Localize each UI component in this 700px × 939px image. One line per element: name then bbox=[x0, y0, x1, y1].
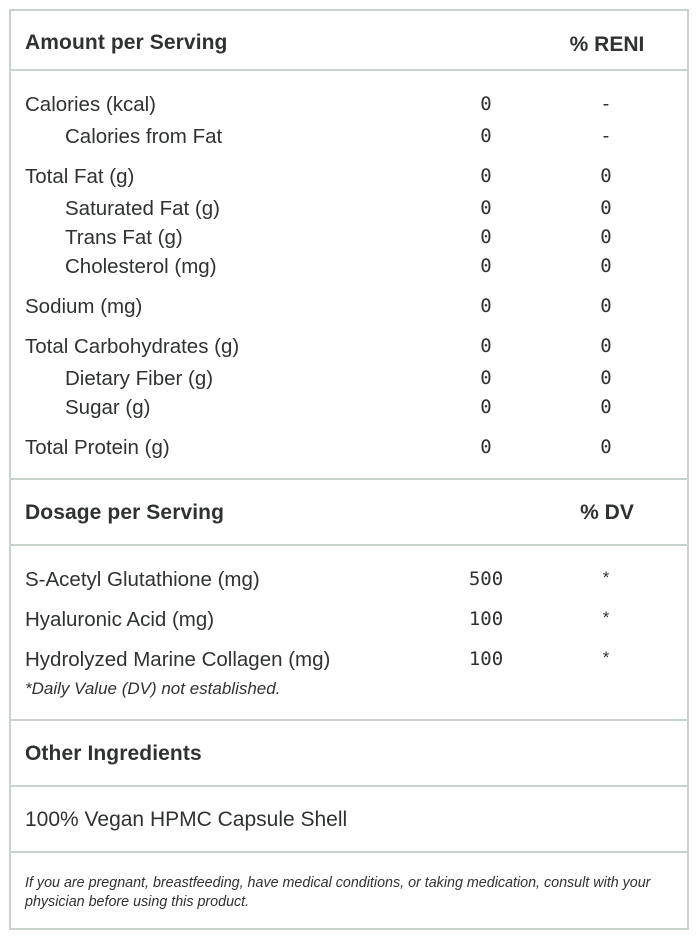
ingredient-name: S-Acetyl Glutathione (mg) bbox=[25, 568, 260, 591]
divider bbox=[11, 719, 687, 721]
ingredient-amount: 100 bbox=[468, 608, 504, 630]
divider bbox=[11, 851, 687, 853]
divider bbox=[11, 478, 687, 480]
ingredient-percent: * bbox=[602, 648, 610, 667]
ingredient-amount: 100 bbox=[468, 648, 504, 670]
nutrient-amount: 0 bbox=[480, 436, 492, 458]
nutrient-percent: 0 bbox=[600, 197, 612, 219]
nutrient-percent: 0 bbox=[600, 367, 612, 389]
nutrient-name: Dietary Fiber (g) bbox=[65, 367, 214, 390]
nutrient-row-total-protein bbox=[11, 436, 687, 462]
supplement-facts-panel bbox=[9, 9, 689, 930]
dosage-section-title: Dosage per Serving bbox=[25, 501, 225, 524]
nutrient-percent: - bbox=[600, 125, 612, 147]
ingredient-name: Hyaluronic Acid (mg) bbox=[25, 608, 215, 631]
nutrient-name: Total Fat (g) bbox=[25, 165, 135, 188]
nutrient-amount: 0 bbox=[480, 255, 492, 277]
nutrient-row-calories bbox=[11, 93, 687, 119]
ingredient-row-marine-collagen bbox=[11, 648, 687, 674]
nutrient-name: Trans Fat (g) bbox=[65, 226, 183, 249]
nutrient-amount: 0 bbox=[480, 226, 492, 248]
nutrient-amount: 0 bbox=[480, 295, 492, 317]
ingredient-percent: * bbox=[602, 608, 610, 627]
nutrient-row-sugar bbox=[11, 396, 687, 422]
nutrient-row-dietary-fiber bbox=[11, 367, 687, 393]
nutrient-name: Cholesterol (mg) bbox=[65, 255, 217, 278]
divider bbox=[11, 544, 687, 546]
nutrient-name: Saturated Fat (g) bbox=[65, 197, 220, 220]
nutrient-name: Sugar (g) bbox=[65, 396, 151, 419]
nutrient-amount: 0 bbox=[480, 335, 492, 357]
dv-column-header: % DV bbox=[580, 501, 634, 524]
nutrient-row-trans-fat bbox=[11, 226, 687, 252]
nutrient-percent: 0 bbox=[600, 226, 612, 248]
nutrient-amount: 0 bbox=[480, 367, 492, 389]
nutrient-row-saturated-fat bbox=[11, 197, 687, 223]
amount-section-title: Amount per Serving bbox=[25, 31, 228, 54]
nutrient-amount: 0 bbox=[480, 125, 492, 147]
other-ingredients-title: Other Ingredients bbox=[25, 742, 202, 765]
nutrient-name: Total Carbohydrates (g) bbox=[25, 335, 240, 358]
nutrient-amount: 0 bbox=[480, 165, 492, 187]
ingredient-row-hyaluronic-acid bbox=[11, 608, 687, 634]
nutrient-percent: 0 bbox=[600, 255, 612, 277]
nutrient-percent: 0 bbox=[600, 436, 612, 458]
nutrient-amount: 0 bbox=[480, 197, 492, 219]
ingredient-amount: 500 bbox=[468, 568, 504, 590]
nutrient-percent: 0 bbox=[600, 396, 612, 418]
disclaimer-text: If you are pregnant, breastfeeding, have medical conditions, or taking medication, consult with your physician before using this product. bbox=[25, 875, 651, 910]
reni-column-header: % RENI bbox=[569, 33, 645, 56]
nutrient-name: Calories from Fat bbox=[65, 125, 223, 148]
nutrient-row-total-carbohydrates bbox=[11, 335, 687, 361]
other-ingredients-text: 100% Vegan HPMC Capsule Shell bbox=[25, 808, 348, 831]
nutrient-name: Total Protein (g) bbox=[25, 436, 170, 459]
ingredient-percent: * bbox=[602, 568, 610, 587]
divider bbox=[11, 785, 687, 787]
nutrient-name: Calories (kcal) bbox=[25, 93, 156, 116]
nutrient-row-total-fat bbox=[11, 165, 687, 191]
nutrient-amount: 0 bbox=[480, 93, 492, 115]
ingredient-row-glutathione bbox=[11, 568, 687, 594]
nutrient-row-sodium bbox=[11, 295, 687, 321]
nutrient-name: Sodium (mg) bbox=[25, 295, 143, 318]
nutrient-percent: 0 bbox=[600, 335, 612, 357]
nutrient-percent: - bbox=[600, 93, 612, 115]
divider bbox=[11, 69, 687, 71]
nutrient-percent: 0 bbox=[600, 295, 612, 317]
dv-footnote: *Daily Value (DV) not established. bbox=[25, 679, 281, 698]
nutrient-amount: 0 bbox=[480, 396, 492, 418]
nutrient-percent: 0 bbox=[600, 165, 612, 187]
nutrient-row-calories-from-fat bbox=[11, 125, 687, 151]
ingredient-name: Hydrolyzed Marine Collagen (mg) bbox=[25, 648, 331, 671]
nutrient-row-cholesterol bbox=[11, 255, 687, 281]
